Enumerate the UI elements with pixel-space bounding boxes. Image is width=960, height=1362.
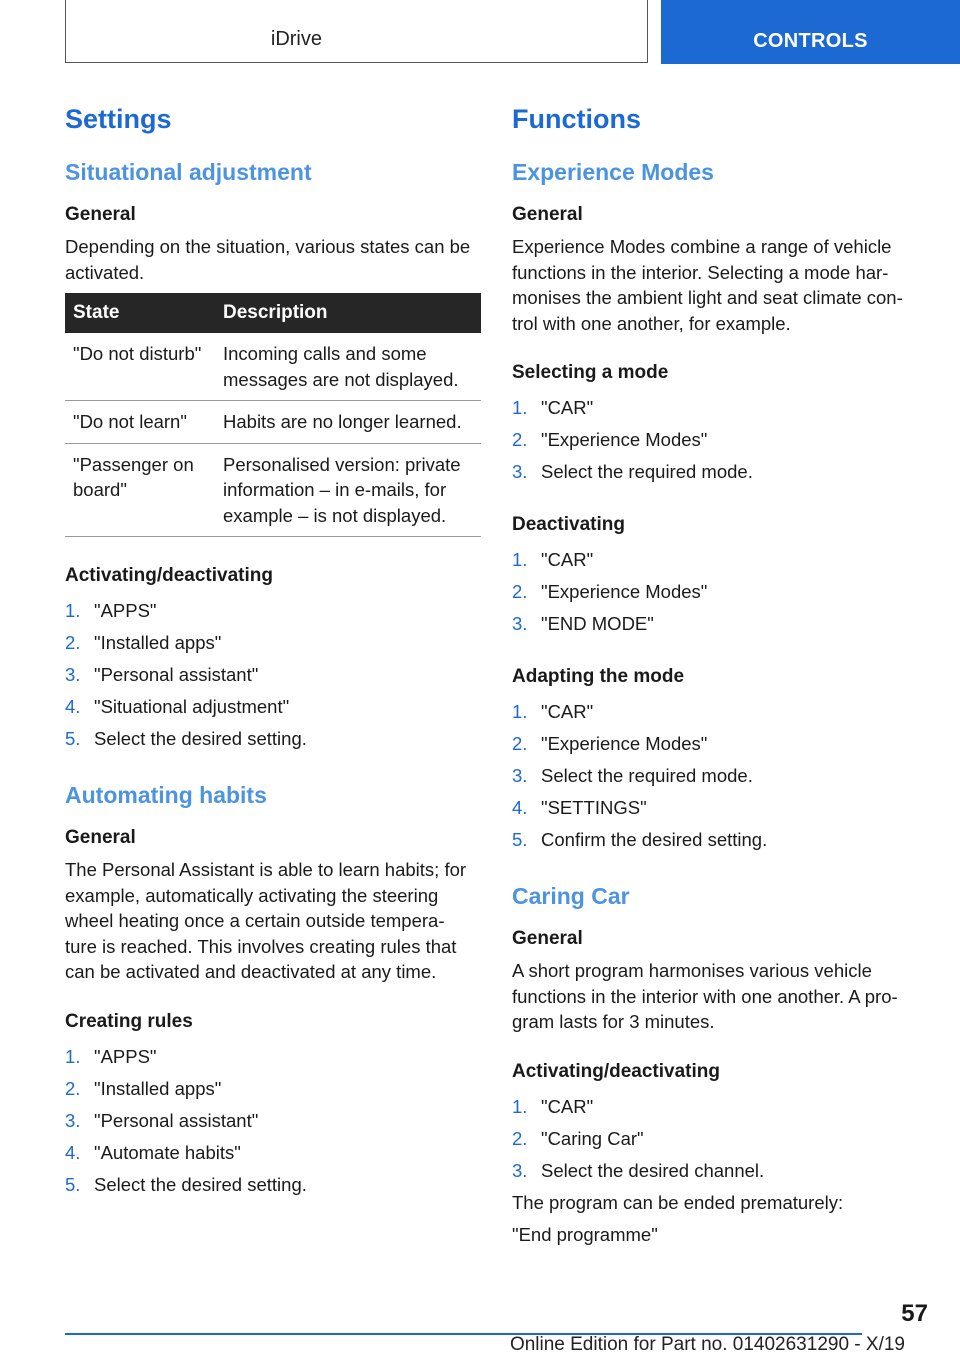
table-row <box>65 401 481 444</box>
general-text: A short program harmonises various vehicle functions in the interior with one another. A pro‐ gram lasts for 3 minutes. <box>512 960 898 1032</box>
table-header-description: Description <box>215 293 481 333</box>
list-item: 1. "CAR" <box>512 397 594 418</box>
header-section-title: iDrive <box>270 28 322 50</box>
table-cell-state: "Passenger on board" <box>65 443 215 537</box>
activating-heading: Activating/deactivating <box>65 565 273 586</box>
list-item: 1. "CAR" <box>512 549 594 570</box>
general-heading: General <box>65 204 136 225</box>
list-item: 3. Select the required mode. <box>512 461 753 482</box>
list-item: 1. "CAR" <box>512 1095 594 1117</box>
general-text: Depending on the situation, various states can be activated. <box>65 236 471 283</box>
activating-steps-list <box>65 595 481 755</box>
table-cell-state: "Do not disturb" <box>65 333 215 401</box>
table-header-state: State <box>65 293 215 333</box>
list-item: 4. "SETTINGS" <box>512 797 647 818</box>
table-row <box>65 443 481 537</box>
list-item: 4. "Situational adjustment" <box>65 696 290 717</box>
list-item: 4. "Automate habits" <box>65 1141 241 1163</box>
creating-rules-heading: Creating rules <box>65 1010 193 1032</box>
subheading-situational-adjustment: Situational adjustment <box>65 159 312 185</box>
list-item: 3. Select the required mode. <box>512 765 753 786</box>
list-item: 2. "Installed apps" <box>65 1077 222 1099</box>
list-item: 2. "Installed apps" <box>65 632 222 653</box>
adapting-mode-heading: Adapting the mode <box>512 666 685 687</box>
footer-edition-text: Online Edition for Part no. 01402631290 - X/19 <box>509 1334 905 1355</box>
list-item: 1. "APPS" <box>65 1045 157 1067</box>
list-item: 1. "APPS" <box>65 600 157 621</box>
list-item: 5. Confirm the desired setting. <box>512 829 768 850</box>
general-heading: General <box>512 204 583 225</box>
list-item: 3. "END MODE" <box>512 613 654 634</box>
page-number: 57 <box>901 1300 928 1327</box>
list-item: 5. Select the desired setting. <box>65 728 307 749</box>
section-heading-settings: Settings <box>65 104 172 134</box>
list-item: 2. "Caring Car" <box>512 1127 644 1149</box>
left-column <box>65 100 481 1225</box>
activating-heading: Activating/deactivating <box>512 1060 720 1082</box>
caring-activating-steps-list <box>512 1091 928 1187</box>
header-chapter-tab: CONTROLS <box>661 0 960 64</box>
table-cell-state: "Do not learn" <box>65 401 215 444</box>
list-item: 2. "Experience Modes" <box>512 581 708 602</box>
general-heading: General <box>65 827 136 848</box>
selecting-steps-list <box>512 392 928 488</box>
selecting-mode-heading: Selecting a mode <box>512 362 669 383</box>
deactivating-steps-list <box>512 544 928 640</box>
table-row <box>65 333 481 401</box>
general-text: Experience Modes combine a range of vehicle functions in the interior. Selecting a mode har‐ monises the ambient light and seat climate con‐ trol with one another, for example. <box>512 236 903 334</box>
list-item: 5. Select the desired setting. <box>65 1173 307 1195</box>
list-item: 1. "CAR" <box>512 701 594 722</box>
deactivating-heading: Deactivating <box>512 514 625 535</box>
list-item: 2. "Experience Modes" <box>512 733 708 754</box>
subheading-automating-habits: Automating habits <box>65 782 267 808</box>
end-program-text: The program can be ended prematurely: <box>512 1191 844 1213</box>
adapting-steps-list <box>512 696 928 856</box>
subheading-experience-modes: Experience Modes <box>512 159 714 185</box>
section-heading-functions: Functions <box>512 104 641 134</box>
list-item: 2. "Experience Modes" <box>512 429 708 450</box>
table-cell-description: Personalised version: private information – in e-mails, for example – is not displayed. <box>215 443 481 537</box>
list-item: 3. Select the desired channel. <box>512 1159 765 1181</box>
general-heading: General <box>512 928 583 949</box>
creating-steps-list <box>65 1041 481 1201</box>
list-item: 3. "Personal assistant" <box>65 1109 259 1131</box>
table-cell-description: Incoming calls and some messages are not displayed. <box>215 333 481 401</box>
table-cell-description: Habits are no longer learned. <box>215 401 481 444</box>
subheading-caring-car: Caring Car <box>512 883 630 909</box>
states-table <box>65 293 481 537</box>
right-column <box>512 100 928 1251</box>
end-program-item: "End programme" <box>512 1223 658 1245</box>
header-frame <box>65 0 648 63</box>
general-text: The Personal Assistant is able to learn habits; for example, automatically activating the steering wheel heating once a certain outside tempera‐ ture is reached. This involves creating rules that can be activated and deactivated at any time. <box>65 859 467 982</box>
list-item: 3. "Personal assistant" <box>65 664 259 685</box>
